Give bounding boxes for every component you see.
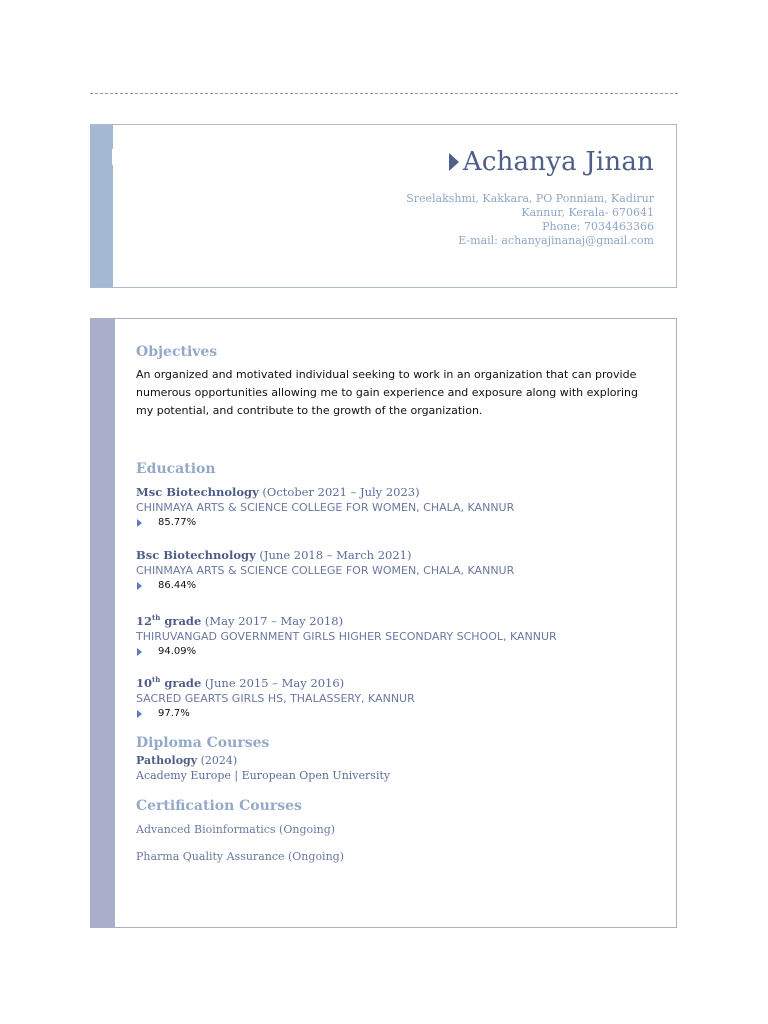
- degree: Msc Biotechnology: [136, 485, 259, 499]
- education-item: [136, 610, 656, 659]
- education-heading: [136, 672, 656, 691]
- diploma-year: (2024): [197, 754, 238, 767]
- score: 94.09%: [158, 645, 197, 657]
- header-card: [90, 124, 677, 288]
- phone: Phone: 7034463366: [542, 220, 654, 233]
- certification-item: Pharma Quality Assurance (Ongoing): [136, 850, 344, 863]
- score: 86.44%: [158, 580, 197, 591]
- email: E-mail: achanyajinanaj@gmail.com: [458, 234, 654, 247]
- certification-item: Advanced Bioinformatics (Ongoing): [136, 823, 336, 836]
- certification-title: Certification Courses: [136, 798, 302, 814]
- candidate-name: Achanya Jinan: [462, 147, 654, 177]
- period: (June 2018 – March 2021): [255, 548, 412, 562]
- degree: 12th grade: [136, 613, 202, 628]
- education-item: [136, 484, 656, 530]
- score-row: [136, 645, 656, 659]
- objectives-text: An organized and motivated individual seeking to work in an organization that can provide numerous opportunities allowing me to gain experience and exposure along with exploring my potential, and contribute to the growth of the organization.: [136, 368, 639, 417]
- address-line-1: Sreelakshmi, Kakkara, PO Ponniam, Kadirur: [406, 192, 654, 205]
- address-line-2: Kannur, Kerala- 670641: [521, 206, 654, 219]
- degree: Bsc Biotechnology: [136, 548, 256, 562]
- contact-block: [406, 192, 654, 248]
- bullet-arrow-icon: [137, 519, 142, 527]
- education-heading: [136, 547, 656, 563]
- resume-body-card: [90, 318, 677, 928]
- education-item: [136, 672, 656, 721]
- diploma-course-name: Pathology: [136, 754, 198, 767]
- institution: SACRED GEARTS GIRLS HS, THALASSERY, KANNUR: [136, 691, 415, 705]
- period: (June 2015 – May 2016): [201, 675, 345, 690]
- score: 85.77%: [158, 517, 197, 528]
- education-item: [136, 547, 656, 593]
- institution: CHINMAYA ARTS & SCIENCE COLLEGE FOR WOMEN, CHALA, KANNUR: [136, 564, 515, 577]
- education-title: Education: [136, 461, 216, 477]
- bullet-arrow-icon: [137, 648, 142, 656]
- bullet-arrow-icon: [137, 582, 142, 590]
- institution: THIRUVANGAD GOVERNMENT GIRLS HIGHER SECONDARY SCHOOL, KANNUR: [136, 629, 557, 643]
- degree: 10th grade: [136, 675, 202, 690]
- header-divider: [90, 93, 678, 94]
- score-row: [136, 707, 656, 721]
- diploma-institution: Academy Europe | European Open University: [136, 769, 391, 782]
- body-accent-bar: [91, 319, 115, 927]
- score-row: [136, 579, 656, 593]
- objectives-title: Objectives: [136, 344, 218, 360]
- period: (May 2017 – May 2018): [201, 613, 344, 628]
- score-row: [136, 516, 656, 530]
- diploma-course: [136, 753, 237, 768]
- diploma-title: Diploma Courses: [136, 735, 270, 751]
- header-accent-bar: [91, 125, 113, 287]
- education-heading: [136, 484, 656, 500]
- institution: CHINMAYA ARTS & SCIENCE COLLEGE FOR WOMEN, CHALA, KANNUR: [136, 501, 515, 514]
- header-accent-tick: [112, 149, 114, 165]
- period: (October 2021 – July 2023): [258, 485, 420, 499]
- name-row: [449, 147, 654, 177]
- education-heading: [136, 610, 656, 629]
- triangle-arrow-icon: [449, 153, 459, 171]
- bullet-arrow-icon: [137, 710, 142, 718]
- score: 97.7%: [158, 707, 190, 719]
